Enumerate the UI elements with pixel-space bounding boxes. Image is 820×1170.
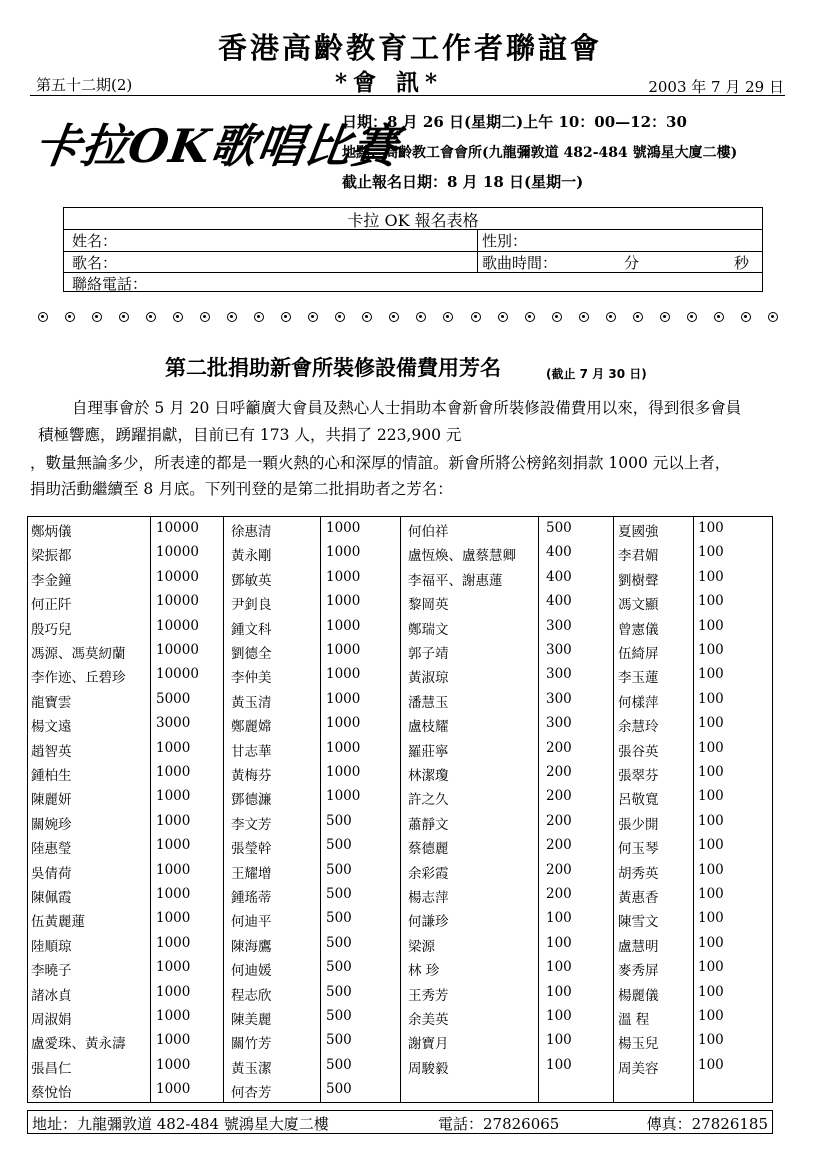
donor-name: 盧慧明 — [618, 938, 659, 955]
donor-name: 黎岡英 — [408, 597, 449, 614]
table-column-divider — [150, 517, 151, 1102]
donation-amount: 100 — [698, 910, 724, 927]
donor-name: 鍾瑤蒂 — [231, 890, 272, 906]
donation-amount: 500 — [326, 812, 352, 829]
donation-amount: 500 — [326, 910, 352, 927]
bullet-dot — [525, 312, 535, 322]
donation-amount: 1000 — [156, 959, 191, 976]
bullet-dot — [633, 312, 643, 322]
bullet-dot — [768, 312, 778, 322]
donor-name: 尹釗良 — [231, 597, 272, 614]
bullet-dot — [254, 312, 264, 322]
donation-amount: 1000 — [156, 739, 191, 756]
donation-amount: 100 — [698, 959, 724, 976]
donor-name: 關竹芳 — [231, 1036, 272, 1053]
donor-name: 周美容 — [618, 1060, 659, 1077]
donor-name: 鍾柏生 — [31, 768, 72, 784]
donation-amount: 1000 — [156, 910, 191, 927]
donation-amount: 3000 — [156, 715, 191, 732]
donation-amount: 1000 — [156, 1056, 191, 1073]
donor-name: 黃淑琼 — [408, 670, 449, 687]
donation-amount: 200 — [546, 861, 572, 878]
donor-name: 謝寶月 — [408, 1036, 449, 1053]
donor-name: 夏國強 — [618, 524, 659, 540]
footer-phone: 電話：27826065 — [438, 1115, 560, 1133]
donor-name: 呂敬寬 — [618, 792, 659, 809]
donor-name: 何正阡 — [31, 597, 72, 614]
donation-amount: 1000 — [326, 617, 361, 634]
donation-amount: 300 — [546, 690, 572, 707]
donor-name: 羅莊寧 — [408, 743, 449, 760]
donor-name: 梁源 — [408, 938, 435, 955]
donation-amount: 10000 — [156, 593, 199, 610]
bullet-dot — [335, 312, 345, 322]
donor-name: 黃玉潔 — [231, 1060, 272, 1077]
donor-name: 鄧德濂 — [231, 792, 272, 809]
form-row-divider — [64, 272, 762, 273]
donation-amount: 100 — [698, 788, 724, 805]
donation-amount: 500 — [326, 959, 352, 976]
donor-name: 張瑩幹 — [231, 841, 272, 858]
donor-name: 陳麗妍 — [31, 792, 72, 809]
donor-name: 陸順琼 — [31, 938, 72, 955]
seconds-label: 秒 — [734, 254, 750, 272]
donation-amount: 100 — [546, 1008, 572, 1024]
donation-amount: 100 — [698, 739, 724, 756]
donor-name: 何伯祥 — [408, 524, 449, 540]
bullet-dot — [606, 312, 616, 322]
donor-name: 蔡德麗 — [408, 841, 449, 858]
donor-name: 楊文遠 — [31, 719, 72, 736]
donation-amount: 10000 — [156, 568, 199, 585]
donor-name: 楊玉兒 — [618, 1036, 659, 1053]
donor-name: 蔡悅怡 — [31, 1085, 72, 1102]
intro-paragraph-line: 積極響應，踴躍捐獻，目前已有 173 人，共捐了 223,900 元 — [38, 426, 462, 444]
donor-name: 潘慧玉 — [408, 694, 449, 711]
donation-amount: 300 — [546, 715, 572, 732]
donation-amount: 100 — [546, 959, 572, 976]
phone-field-label[interactable]: 聯絡電話： — [72, 275, 148, 293]
donation-amount: 100 — [698, 715, 724, 732]
table-column-divider — [693, 517, 694, 1102]
donation-amount: 100 — [546, 910, 572, 927]
table-column-divider — [613, 517, 614, 1102]
donor-name: 楊志萍 — [408, 890, 449, 906]
donation-amount: 100 — [698, 812, 724, 829]
bullet-dot — [200, 312, 210, 322]
donation-amount: 200 — [546, 886, 572, 902]
donation-amount: 100 — [698, 837, 724, 854]
donor-name: 蕭靜文 — [408, 816, 449, 833]
donation-amount: 500 — [326, 886, 352, 902]
donation-amount: 100 — [698, 1008, 724, 1024]
donor-name: 張谷英 — [618, 743, 659, 760]
donor-name: 林 珍 — [408, 963, 440, 980]
donor-name: 林潔瓊 — [408, 768, 449, 784]
donation-amount: 1000 — [326, 568, 361, 585]
donor-name: 李作迹、丘碧珍 — [31, 670, 126, 687]
donation-amount: 500 — [326, 861, 352, 878]
name-field-label[interactable]: 姓名： — [72, 232, 118, 250]
donation-amount: 500 — [546, 520, 572, 536]
form-row-divider — [64, 229, 762, 230]
organization-name: 香港高齡教育工作者聯誼會 — [217, 31, 602, 65]
bullet-dot — [119, 312, 129, 322]
donation-amount: 1000 — [326, 764, 361, 780]
bullet-dot — [471, 312, 481, 322]
bullet-dot — [281, 312, 291, 322]
intro-paragraph-line: 自理事會於 5 月 20 日呼籲廣大會員及熱心人士捐助本會新會所裝修設備費用以來，得到很多會員 — [72, 399, 742, 417]
bullet-dot — [660, 312, 670, 322]
donation-amount: 100 — [546, 1032, 572, 1049]
donation-amount: 1000 — [326, 690, 361, 707]
donor-name: 張翠芬 — [618, 768, 659, 784]
donor-name: 陸惠瑩 — [31, 841, 72, 858]
donor-name: 盧枝耀 — [408, 719, 449, 736]
donation-amount: 300 — [546, 617, 572, 634]
table-column-divider — [320, 517, 321, 1102]
donor-name: 周駿毅 — [408, 1060, 449, 1077]
bullet-dot — [65, 312, 75, 322]
donor-name: 黃梅芬 — [231, 768, 272, 784]
donor-name: 吳倩荷 — [31, 865, 72, 882]
donor-name: 何謙珍 — [408, 914, 449, 931]
table-column-divider — [223, 517, 224, 1102]
newsletter-label: *會 訊* — [335, 69, 444, 96]
donor-name: 王秀芳 — [408, 987, 449, 1004]
donation-amount: 1000 — [156, 764, 191, 780]
donor-name: 陳佩霞 — [31, 890, 72, 906]
donor-name: 胡秀英 — [618, 865, 659, 882]
donor-name: 陳海鷹 — [231, 938, 272, 955]
donation-amount: 1000 — [326, 666, 361, 683]
duration-field-label[interactable]: 歌曲時間： — [482, 254, 558, 272]
donation-amount: 100 — [546, 983, 572, 1000]
donation-amount: 1000 — [156, 837, 191, 854]
dot-divider — [38, 312, 778, 322]
event-deadline: 截止報名日期：8 月 18 日(星期一) — [342, 173, 584, 191]
donor-name: 李玉蓮 — [618, 670, 659, 687]
footer-bar — [27, 1110, 773, 1134]
donor-name: 龍寶雲 — [31, 694, 72, 711]
bullet-dot — [227, 312, 237, 322]
donation-amount: 400 — [546, 568, 572, 585]
donor-name: 李文芳 — [231, 816, 272, 833]
bullet-dot — [416, 312, 426, 322]
donation-amount: 100 — [698, 1056, 724, 1073]
donor-name: 何迪媛 — [231, 963, 272, 980]
donor-name: 何玉琴 — [618, 841, 659, 858]
donor-name: 鍾文科 — [231, 621, 272, 638]
donation-amount: 200 — [546, 788, 572, 805]
donation-amount: 10000 — [156, 617, 199, 634]
gender-field-label[interactable]: 性別： — [482, 232, 528, 250]
donation-title: 第二批捐助新會所裝修設備費用芳名 — [165, 356, 501, 380]
donation-amount: 1000 — [326, 593, 361, 610]
table-column-divider — [538, 517, 539, 1102]
donation-amount: 100 — [698, 934, 724, 951]
donor-name: 余慧玲 — [618, 719, 659, 736]
donor-name: 李仲美 — [231, 670, 272, 687]
bullet-dot — [173, 312, 183, 322]
issue-number: 第五十二期(2) — [36, 76, 133, 94]
donor-name: 郭子靖 — [408, 646, 449, 662]
bullet-dot — [146, 312, 156, 322]
donor-name: 鄭麗嫦 — [231, 719, 272, 736]
donation-amount: 1000 — [156, 861, 191, 878]
donation-amount: 100 — [698, 593, 724, 610]
donation-amount: 100 — [698, 642, 724, 658]
donation-amount: 10000 — [156, 666, 199, 683]
donor-name: 盧恆煥、盧蔡慧卿 — [408, 548, 516, 565]
donor-name: 伍綺屏 — [618, 646, 659, 662]
donation-amount: 1000 — [326, 715, 361, 732]
donation-amount: 500 — [326, 1056, 352, 1073]
table-column-divider — [400, 517, 401, 1102]
donor-name: 徐惠清 — [231, 524, 272, 540]
minutes-label: 分 — [624, 254, 640, 272]
donation-amount: 400 — [546, 593, 572, 610]
donation-amount: 200 — [546, 739, 572, 756]
footer-fax: 傳真：27826185 — [646, 1115, 768, 1133]
form-row-divider — [64, 251, 762, 252]
donation-amount: 100 — [698, 886, 724, 902]
donation-amount: 100 — [698, 568, 724, 585]
donor-name: 李君媚 — [618, 548, 659, 565]
donor-name: 陳雪文 — [618, 914, 659, 931]
donation-cutoff-note: (截止 7 月 30 日) — [546, 367, 647, 381]
donor-name: 鄭瑞文 — [408, 621, 449, 638]
karaoke-title: 卡拉OK歌唱比賽 — [30, 119, 403, 173]
donation-amount: 1000 — [326, 544, 361, 561]
donor-name: 何樣萍 — [618, 694, 659, 711]
donor-name: 何杏芳 — [231, 1085, 272, 1102]
donation-amount: 200 — [546, 764, 572, 780]
donation-amount: 300 — [546, 666, 572, 683]
donor-name: 張少開 — [618, 816, 659, 833]
header-divider — [30, 95, 785, 96]
donor-name: 馮源、馮莫紉蘭 — [31, 646, 126, 662]
donor-name: 王耀增 — [231, 865, 272, 882]
donation-amount: 500 — [326, 837, 352, 854]
bullet-dot — [92, 312, 102, 322]
donor-name: 殷巧兒 — [31, 621, 72, 638]
donation-amount: 1000 — [156, 934, 191, 951]
donation-amount: 1000 — [156, 788, 191, 805]
event-date: 日期：8 月 26 日(星期二)上午 10：00—12：30 — [342, 113, 687, 131]
bullet-dot — [687, 312, 697, 322]
donation-amount: 1000 — [326, 788, 361, 805]
donor-name: 程志欣 — [231, 987, 272, 1004]
donation-amount: 100 — [698, 764, 724, 780]
donation-amount: 1000 — [156, 1081, 191, 1098]
donation-amount: 500 — [326, 1081, 352, 1098]
donation-amount: 100 — [698, 617, 724, 634]
donation-amount: 100 — [698, 1032, 724, 1049]
donor-name: 梁振都 — [31, 548, 72, 565]
bullet-dot — [362, 312, 372, 322]
donor-name: 楊麗儀 — [618, 987, 659, 1004]
donor-name: 甘志華 — [231, 743, 272, 760]
donation-amount: 100 — [698, 983, 724, 1000]
donor-name: 關婉珍 — [31, 816, 72, 833]
donor-name: 許之久 — [408, 792, 449, 809]
bullet-dot — [443, 312, 453, 322]
donor-name: 曾憲儀 — [618, 621, 659, 638]
donor-name: 周淑娟 — [31, 1012, 72, 1028]
donor-name: 馮文顯 — [618, 597, 659, 614]
donation-amount: 500 — [326, 1008, 352, 1024]
donation-amount: 100 — [698, 861, 724, 878]
song-field-label[interactable]: 歌名： — [72, 254, 118, 272]
intro-paragraph-line: 捐助活動繼續至 8 月底。下列刊登的是第二批捐助者之芳名： — [30, 480, 453, 498]
bullet-dot — [38, 312, 48, 322]
donor-name: 溫 程 — [618, 1012, 650, 1028]
donor-name: 伍黃麗蓮 — [31, 914, 85, 931]
donation-amount: 100 — [698, 690, 724, 707]
bullet-dot — [579, 312, 589, 322]
form-column-divider — [477, 229, 478, 272]
donation-amount: 10000 — [156, 544, 199, 561]
donation-amount: 1000 — [156, 1008, 191, 1024]
donor-name: 李曉子 — [31, 963, 72, 980]
donor-name: 黃惠香 — [618, 890, 659, 906]
donation-amount: 1000 — [156, 812, 191, 829]
donor-name: 麥秀屏 — [618, 963, 659, 980]
donation-amount: 1000 — [156, 1032, 191, 1049]
donor-name: 李金鐘 — [31, 572, 72, 589]
donor-name: 黃永剛 — [231, 548, 272, 565]
donor-name: 何迪平 — [231, 914, 272, 931]
event-venue: 地點：高齡教工會會所(九龍彌敦道 482-484 號鴻星大廈二樓) — [342, 145, 738, 161]
donation-amount: 200 — [546, 837, 572, 854]
bullet-dot — [498, 312, 508, 322]
bullet-dot — [552, 312, 562, 322]
donor-name: 張昌仁 — [31, 1060, 72, 1077]
donation-amount: 500 — [326, 983, 352, 1000]
bullet-dot — [741, 312, 751, 322]
donation-amount: 300 — [546, 642, 572, 658]
donor-name: 鄧敏英 — [231, 572, 272, 589]
donation-amount: 500 — [326, 934, 352, 951]
donor-name: 諸冰貞 — [31, 987, 72, 1004]
registration-form — [63, 207, 763, 292]
donation-amount: 400 — [546, 544, 572, 561]
intro-paragraph-line: ，數量無論多少，所表達的都是一顆火熱的心和深厚的情誼。新會所將公榜銘刻捐款 1000 元以上者， — [30, 454, 731, 472]
donation-amount: 100 — [698, 544, 724, 561]
donor-name: 劉樹聲 — [618, 572, 659, 589]
bullet-dot — [389, 312, 399, 322]
form-title: 卡拉 OK 報名表格 — [347, 211, 479, 230]
donor-name: 陳美麗 — [231, 1012, 272, 1028]
bullet-dot — [714, 312, 724, 322]
footer-address: 地址：九龍彌敦道 482-484 號鴻星大廈二樓 — [32, 1115, 329, 1133]
donation-amount: 1000 — [326, 739, 361, 756]
donation-amount: 1000 — [326, 642, 361, 658]
donation-amount: 1000 — [326, 520, 361, 536]
donation-amount: 100 — [698, 666, 724, 683]
donation-amount: 500 — [326, 1032, 352, 1049]
donation-amount: 1000 — [156, 983, 191, 1000]
donation-amount: 100 — [698, 520, 724, 536]
publish-date: 2003 年 7 月 29 日 — [648, 78, 784, 96]
donor-name: 鄭炳儀 — [31, 524, 72, 540]
donor-name: 黃玉清 — [231, 694, 272, 711]
bullet-dot — [308, 312, 318, 322]
donor-name: 趙智英 — [31, 743, 72, 760]
donation-amount: 1000 — [156, 886, 191, 902]
donation-amount: 5000 — [156, 690, 191, 707]
donation-amount: 100 — [546, 934, 572, 951]
donor-name: 余美英 — [408, 1012, 449, 1028]
donation-amount: 10000 — [156, 642, 199, 658]
donor-name: 劉德全 — [231, 646, 272, 662]
donation-amount: 10000 — [156, 520, 199, 536]
donor-name: 盧愛珠、黃永濤 — [31, 1036, 126, 1053]
donor-name: 李福平、謝惠蓮 — [408, 572, 503, 589]
donor-table — [27, 516, 773, 1103]
donation-amount: 100 — [546, 1056, 572, 1073]
donor-name: 余彩霞 — [408, 865, 449, 882]
donation-amount: 200 — [546, 812, 572, 829]
